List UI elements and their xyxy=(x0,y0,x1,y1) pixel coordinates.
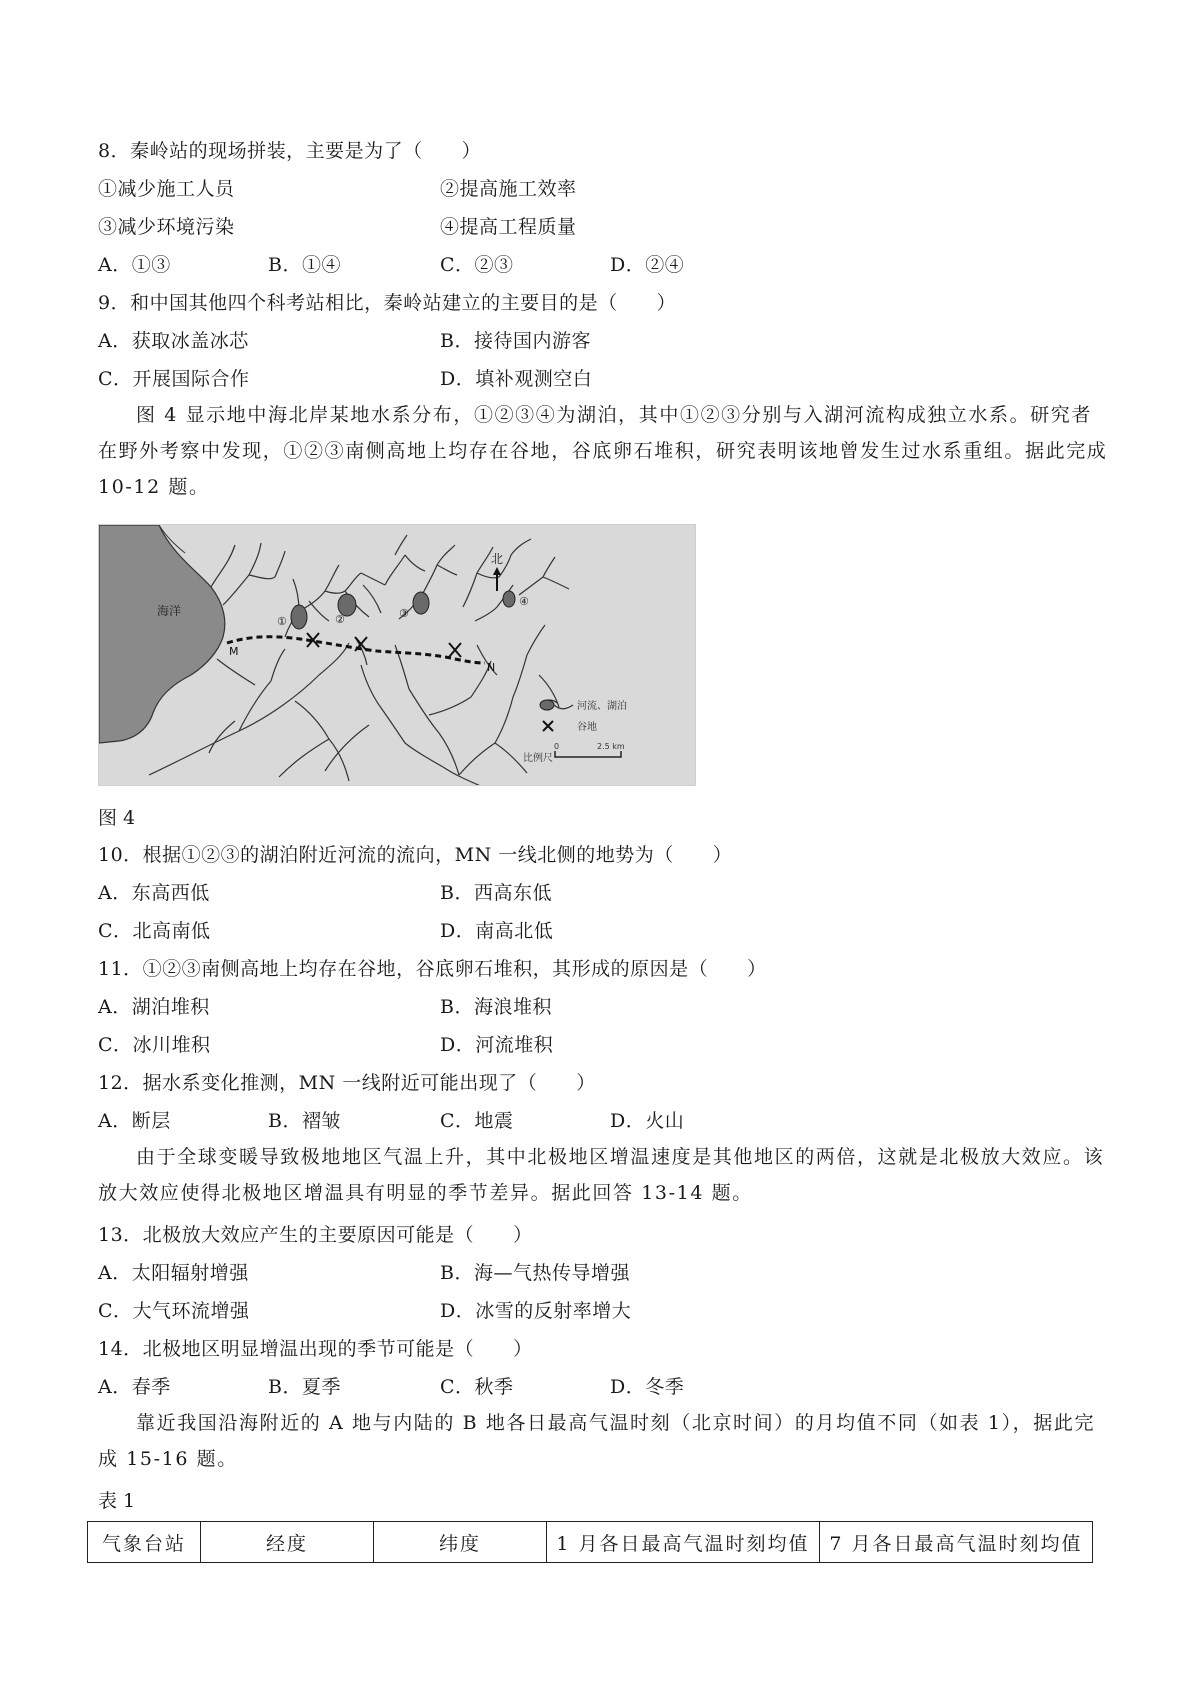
table-1 xyxy=(87,1521,1093,1563)
table-header-row xyxy=(88,1522,1093,1563)
scale-zero: 0 xyxy=(554,742,560,751)
q12-option-b: B．褶皱 xyxy=(268,1110,341,1132)
q9-option-a: A．获取冰盖冰芯 xyxy=(98,330,249,352)
table-1-caption: 表 1 xyxy=(98,1490,136,1512)
legend-valley-icon xyxy=(543,721,553,731)
lake-1 xyxy=(291,605,307,629)
q12-option-d: D．火山 xyxy=(610,1110,685,1132)
legend-river-label: 河流、湖泊 xyxy=(577,701,627,712)
q11-option-a: A．湖泊堆积 xyxy=(98,996,210,1018)
q9-option-c: C．开展国际合作 xyxy=(98,368,250,390)
q14-stem: 14．北极地区明显增温出现的季节可能是（ ） xyxy=(98,1338,533,1360)
lake-label-1: ① xyxy=(277,615,287,628)
q8-item-3: ③减少环境污染 xyxy=(98,216,235,238)
q10-option-d: D．南高北低 xyxy=(440,920,554,942)
q13-stem: 13．北极放大效应产生的主要原因可能是（ ） xyxy=(98,1224,533,1246)
q8-option-b: B．①④ xyxy=(268,254,341,276)
q9-option-d: D．填补观测空白 xyxy=(440,368,593,390)
q8-item-1: ①减少施工人员 xyxy=(98,178,235,200)
q8-option-a: A．①③ xyxy=(98,254,171,276)
scale-value: 2.5 km xyxy=(597,742,625,751)
q14-option-d: D．冬季 xyxy=(610,1376,685,1398)
q11-option-b: B．海浪堆积 xyxy=(440,996,552,1018)
q11-option-c: C．冰川堆积 xyxy=(98,1034,211,1056)
sea-area xyxy=(99,525,225,743)
lake-4 xyxy=(503,591,515,607)
q12-option-c: C．地震 xyxy=(440,1110,514,1132)
intro-13-14: 由于全球变暖导致极地地区气温上升，其中北极地区增温速度是其他地区的两倍，这就是北极放大效应。该放大效应使得北极地区增温具有明显的季节差异。据此回答 13-14 题。 xyxy=(98,1146,1105,1204)
lake-3 xyxy=(413,592,429,614)
figure-4-caption: 图 4 xyxy=(98,807,136,829)
legend-valley-label: 谷地 xyxy=(577,722,597,733)
q8-stem: 8．秦岭站的现场拼装，主要是为了（ ） xyxy=(98,140,482,162)
table-header-longitude: 经度 xyxy=(201,1522,374,1563)
q10-option-c: C．北高南低 xyxy=(98,920,211,942)
q13-option-d: D．冰雪的反射率增大 xyxy=(440,1300,632,1322)
q10-stem: 10．根据①②③的湖泊附近河流的流向，MN 一线北侧的地势为（ ） xyxy=(98,844,733,866)
q13-option-a: A．太阳辐射增强 xyxy=(98,1262,249,1284)
q8-option-d: D．②④ xyxy=(610,254,685,276)
q11-stem: 11．①②③南侧高地上均存在谷地，谷底卵石堆积，其形成的原因是（ ） xyxy=(98,958,767,980)
intro-10-12: 图 4 显示地中海北岸某地水系分布，①②③④为湖泊，其中①②③分别与入湖河流构成独立水系。研究者在野外考察中发现，①②③南侧高地上均存在谷地，谷底卵石堆积，研究表明该地曾发生过水系重组。据此完成 10-12 题。 xyxy=(98,404,1108,498)
q8-item-4: ④提高工程质量 xyxy=(440,216,577,238)
q14-option-c: C．秋季 xyxy=(440,1376,514,1398)
river-network xyxy=(211,535,569,637)
scale-bar xyxy=(555,751,621,757)
q9-option-b: B．接待国内游客 xyxy=(440,330,591,352)
legend xyxy=(523,699,627,764)
table-header-station: 气象台站 xyxy=(88,1522,201,1563)
q14-option-a: A．春季 xyxy=(98,1376,171,1398)
q11-option-d: D．河流堆积 xyxy=(440,1034,554,1056)
north-label: 北 xyxy=(491,552,504,566)
q12-stem: 12．据水系变化推测，MN 一线附近可能出现了（ ） xyxy=(98,1072,596,1094)
q8-item-2: ②提高施工效率 xyxy=(440,178,577,200)
q10-option-b: B．西高东低 xyxy=(440,882,552,904)
q9-stem: 9．和中国其他四个科考站相比，秦岭站建立的主要目的是（ ） xyxy=(98,292,677,314)
q14-option-b: B．夏季 xyxy=(268,1376,341,1398)
table-header-jul: 7 月各日最高气温时刻均值 xyxy=(820,1522,1093,1563)
q13-option-b: B．海—气热传导增强 xyxy=(440,1262,630,1284)
point-n-label: N xyxy=(487,661,496,674)
scale-label: 比例尺 xyxy=(523,753,553,764)
lake-label-4: ④ xyxy=(519,595,529,608)
lake-label-2: ② xyxy=(335,613,345,626)
lake-label-3: ③ xyxy=(399,607,409,620)
table-header-jan: 1 月各日最高气温时刻均值 xyxy=(547,1522,820,1563)
figure-4-map xyxy=(98,524,696,786)
point-m-label: M xyxy=(229,645,239,658)
q12-option-a: A．断层 xyxy=(98,1110,171,1132)
sea-label: 海洋 xyxy=(157,604,182,618)
intro-15-16: 靠近我国沿海附近的 A 地与内陆的 B 地各日最高气温时刻（北京时间）的月均值不同（如表 1），据此完成 15-16 题。 xyxy=(98,1412,1096,1470)
table-header-latitude: 纬度 xyxy=(374,1522,547,1563)
q13-option-c: C．大气环流增强 xyxy=(98,1300,250,1322)
q10-option-a: A．东高西低 xyxy=(98,882,210,904)
q8-option-c: C．②③ xyxy=(440,254,514,276)
